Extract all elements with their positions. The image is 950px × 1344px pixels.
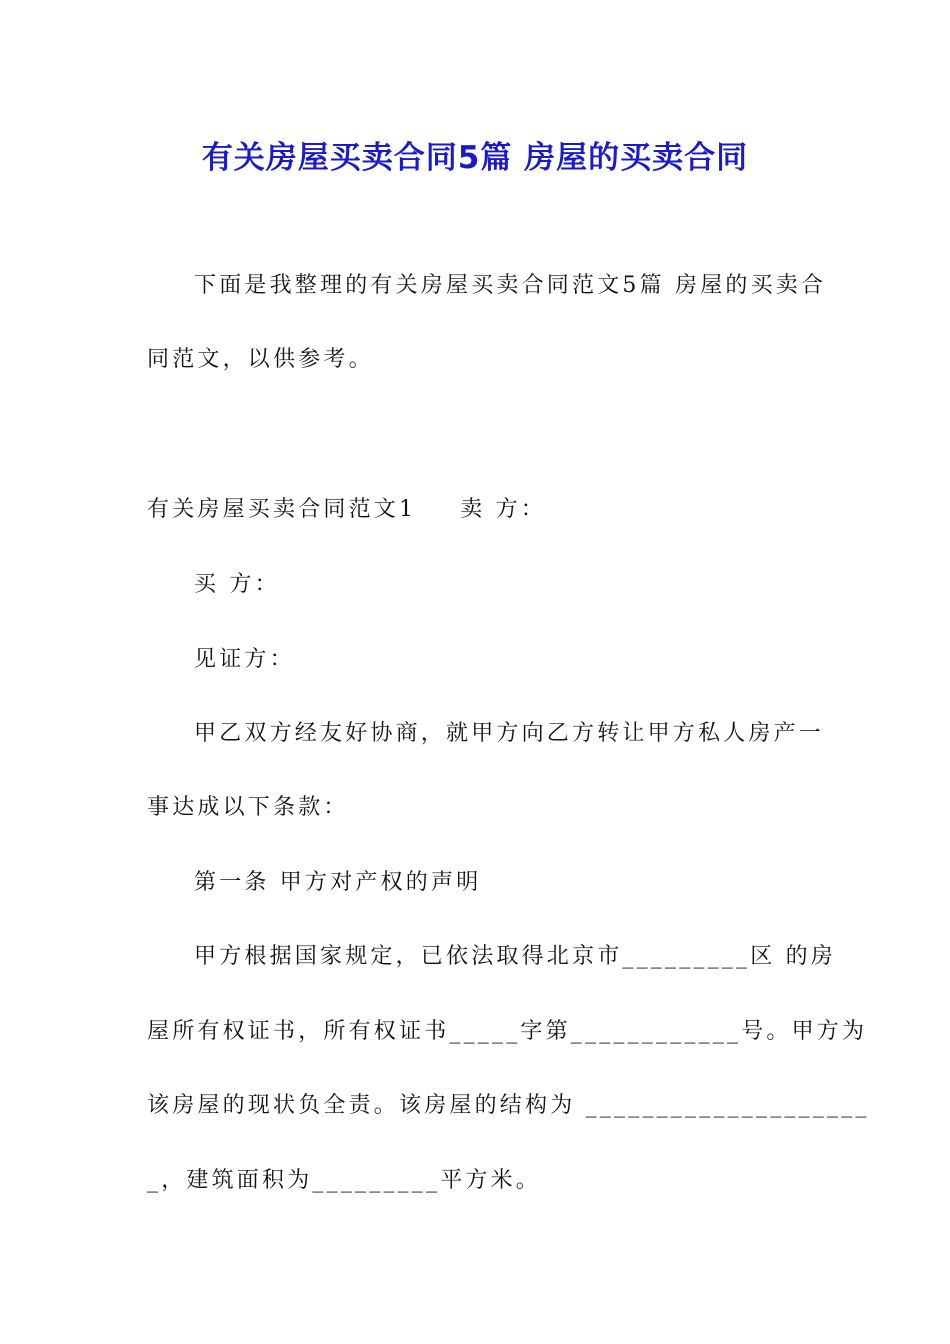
document-title: 有关房屋买卖合同5篇 房屋的买卖合同 xyxy=(201,140,749,176)
article1-heading: 第一条 甲方对产权的声明 xyxy=(194,870,482,895)
intro-line-1: 下面是我整理的有关房屋买卖合同范文5篇 房屋的买卖合 xyxy=(194,273,827,298)
article1-line-3: 该房屋的现状负全责。该房屋的结构为 ____________________ xyxy=(147,1093,870,1118)
section-heading-row xyxy=(147,495,546,525)
witness-label: 见证方： xyxy=(194,647,295,672)
article1-line-2: 屋所有权证书，所有权证书_____字第____________号。甲方为 xyxy=(147,1019,868,1044)
article1-line-1: 甲方根据国家规定，已依法取得北京市_________区 的房 xyxy=(194,944,836,969)
section-heading: 有关房屋买卖合同范文1 xyxy=(147,497,417,522)
agreement-line-2: 事达成以下条款： xyxy=(147,795,349,820)
agreement-line-1: 甲乙双方经友好协商，就甲方向乙方转让甲方私人房产一 xyxy=(194,721,825,746)
seller-label: 卖 方： xyxy=(460,497,546,522)
intro-line-2: 同范文，以供参考。 xyxy=(147,347,374,372)
buyer-label: 买 方： xyxy=(194,572,280,597)
article1-line-4: _，建筑面积为_________平方米。 xyxy=(147,1168,542,1193)
